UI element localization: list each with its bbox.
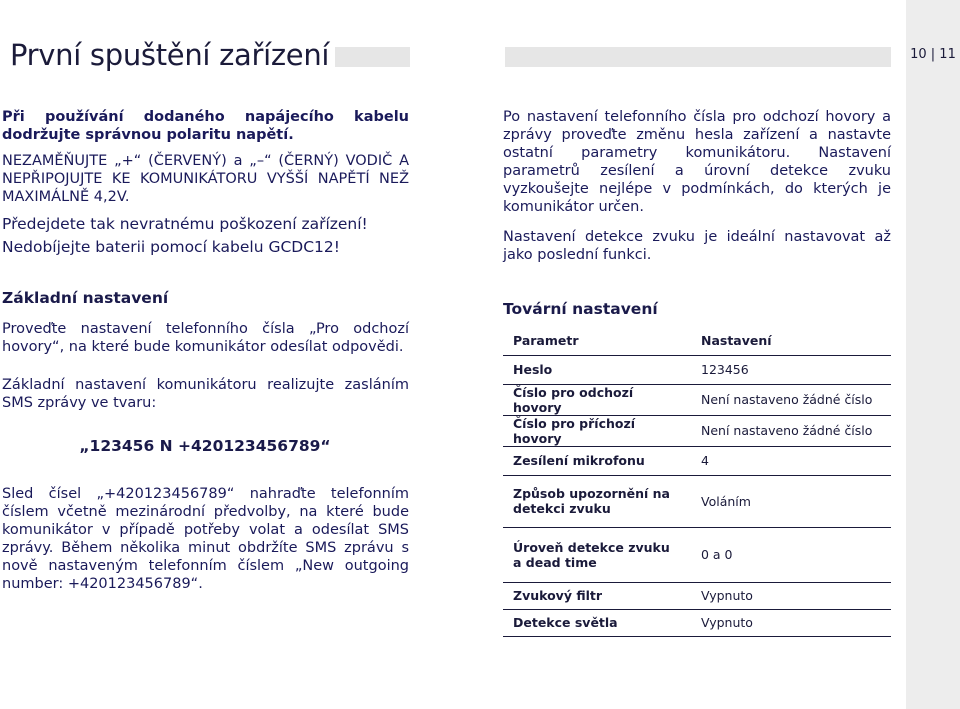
- table-row: [503, 446, 891, 475]
- basic-settings-heading: Základní nastavení: [2, 289, 169, 307]
- table-row: [503, 384, 891, 415]
- table-header-row: [503, 326, 891, 355]
- table-row: [503, 415, 891, 446]
- warning-polarity: Při používání dodaného napájecího kabelu dodržujte správnou polaritu napětí.: [2, 109, 409, 143]
- table-cell-value: 123456: [691, 355, 891, 384]
- table-cell-param: Úroveň detekce zvuku a dead time: [503, 527, 691, 582]
- sound-detection-note: Nastavení detekce zvuku je ideální nastavovat až jako poslední funkci.: [503, 229, 891, 263]
- table-row: [503, 355, 891, 384]
- table-header-param: Parametr: [503, 326, 691, 355]
- table-row: [503, 582, 891, 609]
- warning-caps: NEZAMĚŇUJTE „+“ (ČERVENÝ) a „–“ (ČERNÝ) VODIČ A NEPŘIPOJUJTE KE KOMUNIKÁTORU VYŠŠÍ NAPĚTÍ NEŽ MAXIMÁLNĚ 4,2V.: [2, 153, 409, 205]
- table-cell-param: Detekce světla: [503, 609, 691, 636]
- table-cell-value: Není nastaveno žádné číslo: [691, 384, 891, 415]
- table-header-value: Nastavení: [691, 326, 891, 355]
- table-row: [503, 609, 891, 636]
- table-cell-value: Vypnuto: [691, 582, 891, 609]
- factory-settings-heading: Tovární nastavení: [503, 300, 658, 318]
- page-numbers: 10 | 11: [910, 47, 956, 62]
- table-cell-param: Heslo: [503, 355, 691, 384]
- table-cell-param: Číslo pro odchozí hovory: [503, 384, 691, 415]
- table-cell-param: Zesílení mikrofonu: [503, 446, 691, 475]
- warning-damage: Předejdete tak nevratnému poškození zařízení!: [2, 215, 368, 233]
- basic-settings-paragraph-1: Proveďte nastavení telefonního čísla „Pro odchozí hovory“, na které bude komunikátor odesílat odpovědi.: [2, 321, 409, 355]
- table-cell-param: Způsob upozornění na detekci zvuku: [503, 475, 691, 527]
- factory-settings-table: [503, 326, 891, 637]
- title-decor-bar-left: [335, 47, 410, 67]
- sms-example: „123456 N +420123456789“: [79, 437, 331, 455]
- title-decor-bar-right: [505, 47, 891, 67]
- page-title: První spuštění zařízení: [10, 38, 330, 72]
- table-cell-param: Číslo pro příchozí hovory: [503, 415, 691, 446]
- table-cell-value: Není nastaveno žádné číslo: [691, 415, 891, 446]
- table-cell-value: 4: [691, 446, 891, 475]
- table-cell-value: Voláním: [691, 475, 891, 527]
- table-cell-value: 0 a 0: [691, 527, 891, 582]
- intro-paragraph: Po nastavení telefonního čísla pro odchozí hovory a zprávy proveďte změnu hesla zařízení a nastavte ostatní parametry komunikátoru. Nastavení parametrů zesílení a úrovní detekce zvuku vyzkoušejte nejlépe v podmínkách, do kterých je komunikátor určen.: [503, 109, 891, 215]
- table-cell-value: Vypnuto: [691, 609, 891, 636]
- basic-settings-paragraph-2: Základní nastavení komunikátoru realizujte zasláním SMS zprávy ve tvaru:: [2, 377, 409, 411]
- table-cell-param: Zvukový filtr: [503, 582, 691, 609]
- replace-number-paragraph: Sled čísel „+420123456789“ nahraďte telefonním číslem včetně mezinárodní předvolby, na které bude komunikátor v případě potřeby volat a odesílat SMS zprávy. Během několika minut obdržíte SMS zprávu s nově nastaveným telefonním číslem „New outgoing number: +420123456789“.: [2, 486, 409, 592]
- warning-charging: Nedobíjejte baterii pomocí kabelu GCDC12!: [2, 238, 340, 256]
- page-sidebar: [906, 0, 960, 709]
- table-row: [503, 475, 891, 527]
- table-row: [503, 527, 891, 582]
